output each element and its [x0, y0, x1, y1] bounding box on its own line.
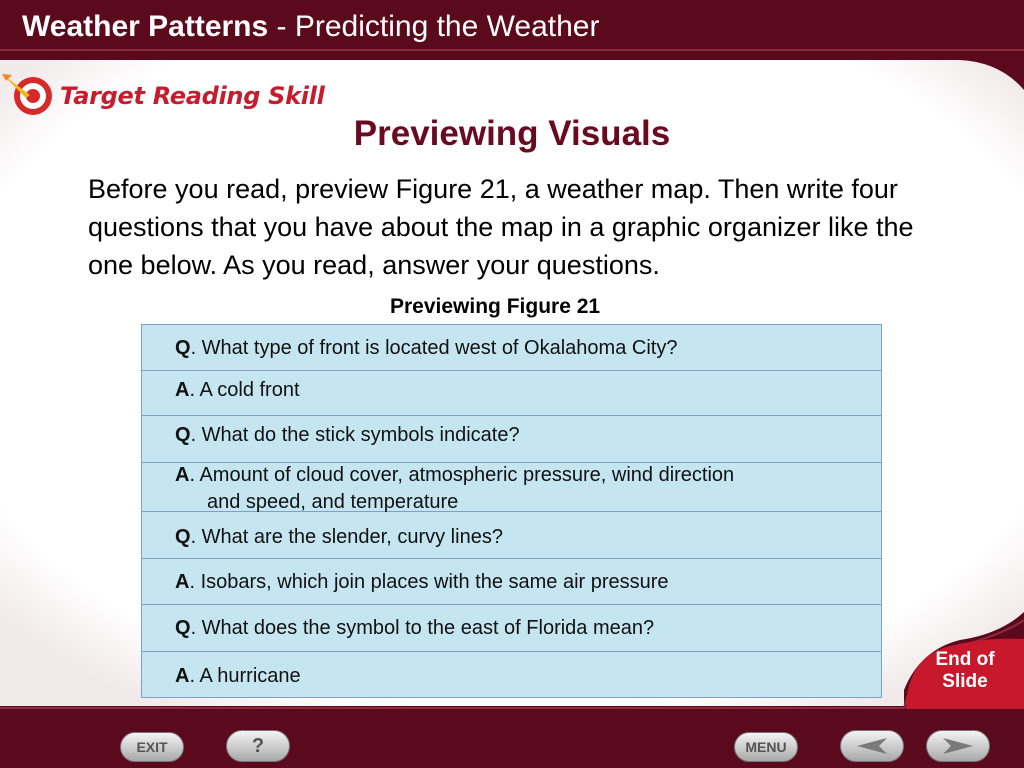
intro-paragraph: Before you read, preview Figure 21, a weather map. Then write four questions that you have about the map in a graphic organizer like the one below. As you read, answer your questions.	[88, 174, 914, 280]
exit-button[interactable]	[120, 732, 184, 762]
row-body: . Amount of cloud cover, atmospheric pressure, wind direction	[189, 464, 735, 486]
end-of-slide-line1: End of	[935, 649, 995, 670]
row-marker: Q	[175, 617, 191, 639]
target-reading-skill-label: Target Reading Skill	[60, 82, 325, 110]
row-body: . What type of front is located west of Okalahoma City?	[190, 337, 678, 359]
row-text	[175, 524, 865, 551]
arrow-left-icon	[855, 737, 889, 755]
next-button[interactable]	[926, 730, 990, 762]
organizer-row-answer	[142, 463, 881, 512]
row-text	[175, 335, 865, 362]
chapter-title: Weather Patterns	[22, 10, 269, 43]
row-text	[175, 422, 865, 449]
row-body: . Isobars, which join places with the same air pressure	[189, 571, 669, 593]
organizer-row-question	[142, 416, 881, 463]
help-button[interactable]	[226, 730, 290, 762]
graphic-organizer	[141, 324, 882, 698]
row-marker: Q	[175, 337, 191, 359]
end-of-slide-button[interactable]	[906, 637, 1024, 709]
organizer-row-answer	[142, 652, 881, 697]
end-of-slide-label	[906, 649, 1024, 693]
row-marker: Q	[175, 526, 191, 548]
row-marker: A	[175, 379, 190, 401]
arrow-right-icon	[941, 737, 975, 755]
row-body: . What are the slender, curvy lines?	[190, 526, 503, 548]
row-text	[175, 663, 865, 690]
row-marker: Q	[175, 424, 191, 446]
row-text	[175, 377, 865, 404]
row-body: . What does the symbol to the east of Florida mean?	[190, 617, 655, 639]
row-marker: A	[175, 571, 190, 593]
exit-label: EXIT	[136, 739, 168, 755]
slide-header-title	[22, 8, 599, 46]
organizer-caption: Previewing Figure 21	[390, 295, 601, 318]
row-marker: A	[175, 464, 190, 486]
organizer-row-question	[142, 325, 881, 371]
row-continuation: and speed, and temperature	[207, 491, 459, 513]
row-body: . A hurricane	[189, 665, 301, 687]
slide-heading: Previewing Visuals	[353, 114, 671, 153]
organizer-row-answer	[142, 371, 881, 416]
row-marker: A	[175, 665, 190, 687]
organizer-row-question	[142, 512, 881, 559]
end-of-slide-line2: Slide	[942, 671, 988, 692]
back-button[interactable]	[840, 730, 904, 762]
row-text	[175, 615, 865, 642]
row-body: . What do the stick symbols indicate?	[190, 424, 520, 446]
menu-label: MENU	[745, 739, 787, 755]
help-icon: ?	[251, 734, 265, 757]
row-text	[175, 462, 865, 516]
organizer-row-question	[142, 605, 881, 652]
menu-button[interactable]	[734, 732, 798, 762]
row-body: . A cold front	[189, 379, 300, 401]
section-title: - Predicting the Weather	[268, 10, 600, 43]
row-text	[175, 569, 865, 596]
navigation-bar	[0, 718, 1024, 768]
organizer-row-answer	[142, 559, 881, 605]
